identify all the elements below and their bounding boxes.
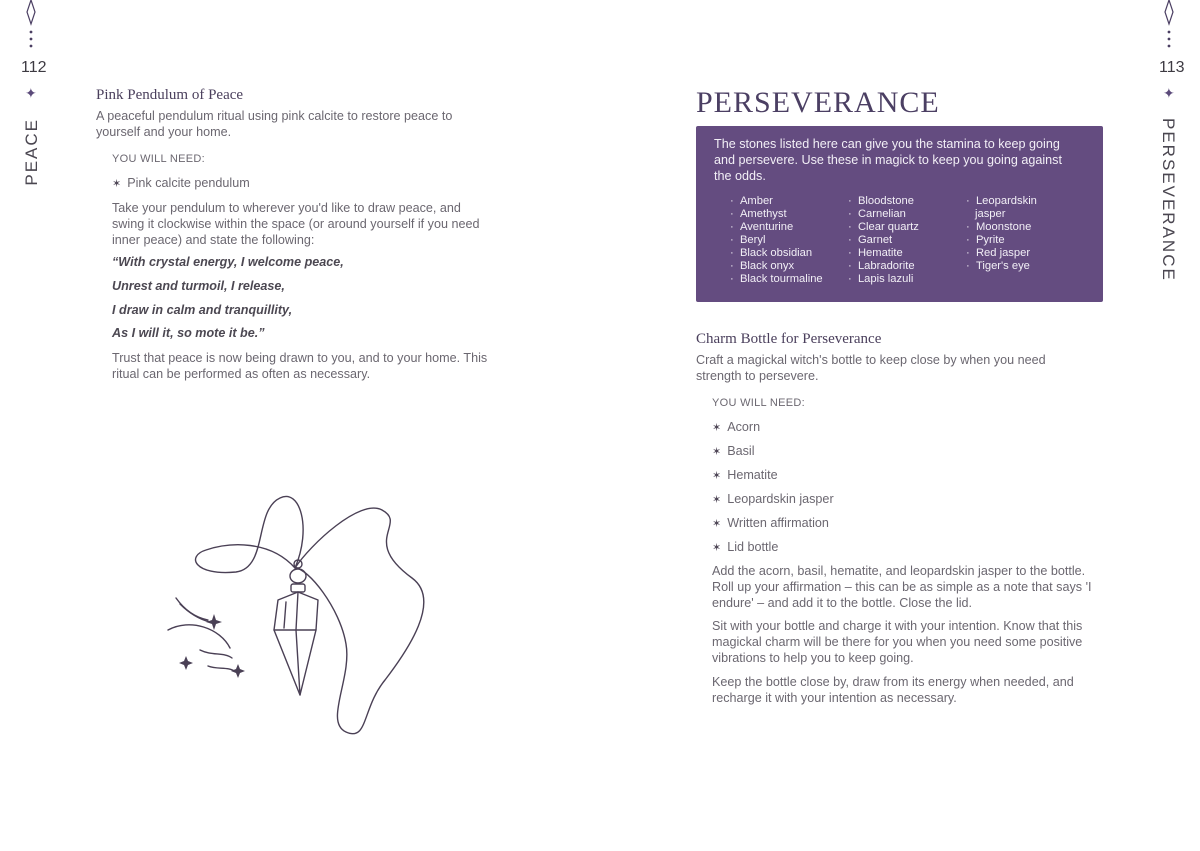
closing-line: ritual can be performed as often as necessary. xyxy=(112,367,371,381)
list-item-label: Acorn xyxy=(727,420,761,434)
list-item: · Leopardskin xyxy=(966,195,1037,207)
list-item: · Black obsidian xyxy=(730,247,813,259)
list-item xyxy=(712,468,778,482)
stones-column-3 xyxy=(966,195,1037,273)
bullet-star-icon: ✶ xyxy=(712,542,722,554)
paragraph-line: Add the acorn, basil, hematite, and leopardskin jasper to the bottle. xyxy=(712,564,1086,578)
list-item: · Labradorite xyxy=(848,260,915,272)
list-item xyxy=(712,540,778,554)
recipe-title-pink-pendulum: Pink Pendulum of Peace xyxy=(96,87,244,103)
bullet-star-icon: ✶ xyxy=(112,178,122,190)
list-item xyxy=(112,176,250,190)
pendulum-illustration xyxy=(150,480,430,750)
charm-bottle-intro xyxy=(696,352,1116,384)
charm-bottle-paragraph-2 xyxy=(712,618,1122,666)
list-item xyxy=(712,420,760,434)
stones-column-2 xyxy=(848,195,919,286)
paragraph-line: Roll up your affirmation – this can be as simple as a note that says 'I xyxy=(712,580,1092,594)
paragraph-line: magickal charm will be there for you when you need some positive xyxy=(712,635,1083,649)
stones-column-1 xyxy=(730,195,823,286)
list-item: · Amethyst xyxy=(730,208,787,220)
list-item: · Pyrite xyxy=(966,234,1005,246)
box-intro-line: and persevere. Use these in magick to keep you going against xyxy=(714,153,1062,167)
list-item: · Garnet xyxy=(848,234,893,246)
paragraph-line: Keep the bottle close by, draw from its energy when needed, and xyxy=(712,675,1074,689)
list-item: · Black tourmaline xyxy=(730,273,823,285)
you-will-need-label: YOU WILL NEED: xyxy=(112,153,206,165)
paragraph-line: Sit with your bottle and charge it with your intention. Know that this xyxy=(712,619,1083,633)
list-item: · Beryl xyxy=(730,234,766,246)
page-number-left: 112 xyxy=(21,59,47,76)
list-item-label: Basil xyxy=(727,444,755,458)
page-title-perseverance: PERSEVERANCE xyxy=(696,86,940,119)
box-intro-line: The stones listed here can give you the stamina to keep going xyxy=(714,137,1060,151)
chant-line: Unrest and turmoil, I release, xyxy=(112,279,285,293)
list-item: · Hematite xyxy=(848,247,903,259)
ornament-icon-right xyxy=(1159,0,1179,52)
list-item: · Moonstone xyxy=(966,221,1032,233)
paragraph-line: endure' – and add it to the bottle. Close the lid. xyxy=(712,596,973,610)
list-item-label: Leopardskin jasper xyxy=(727,492,834,506)
stones-box xyxy=(696,126,1103,302)
list-item: · Black onyx xyxy=(730,260,795,272)
stones-box-intro xyxy=(714,136,1086,184)
you-will-need-label: YOU WILL NEED: xyxy=(712,397,806,409)
chant-line: As I will it, so mote it be.” xyxy=(112,326,265,340)
list-item: · Red jasper xyxy=(966,247,1031,259)
chant-line: “With crystal energy, I welcome peace, xyxy=(112,255,344,269)
side-label-perseverance: PERSEVERANCE xyxy=(1159,118,1178,282)
list-item-label: Lid bottle xyxy=(727,540,779,554)
intro-line: strength to persevere. xyxy=(696,369,819,383)
box-intro-line: the odds. xyxy=(714,169,766,183)
list-item: · Tiger's eye xyxy=(966,260,1030,272)
paragraph-line: vibrations to help you to keep going. xyxy=(712,651,914,665)
instructions-line: inner peace) and state the following: xyxy=(112,233,315,247)
list-item: · Clear quartz xyxy=(848,221,919,233)
intro-line: yourself and your home. xyxy=(96,125,232,139)
chant-line: I draw in calm and tranquillity, xyxy=(112,303,293,317)
intro-line: A peaceful pendulum ritual using pink calcite to restore peace to xyxy=(96,109,453,123)
bullet-star-icon: ✶ xyxy=(712,446,722,458)
charm-bottle-paragraph-1 xyxy=(712,563,1122,611)
side-label-peace: PEACE xyxy=(22,118,41,186)
instructions-paragraph xyxy=(112,200,512,248)
list-item-label: Written affirmation xyxy=(727,516,829,530)
bullet-star-icon: ✶ xyxy=(712,494,722,506)
bullet-star-icon: ✶ xyxy=(712,470,722,482)
list-item xyxy=(712,444,755,458)
star-icon-left: ✦ xyxy=(25,85,37,101)
instructions-line: Take your pendulum to wherever you'd like to draw peace, and xyxy=(112,201,461,215)
recipe-intro xyxy=(96,108,516,140)
closing-paragraph xyxy=(112,350,522,382)
closing-line: Trust that peace is now being drawn to you, and to your home. This xyxy=(112,351,488,365)
star-icon-right: ✦ xyxy=(1163,85,1175,101)
paragraph-line: recharge it with your intention as necessary. xyxy=(712,691,957,705)
ornament-icon-left xyxy=(21,0,41,52)
charm-bottle-paragraph-3 xyxy=(712,674,1122,706)
bullet-star-icon: ✶ xyxy=(712,518,722,530)
list-item: · Carnelian xyxy=(848,208,906,220)
recipe-title-charm-bottle: Charm Bottle for Perseverance xyxy=(696,331,882,347)
list-item xyxy=(712,492,834,506)
list-item: · Amber xyxy=(730,195,773,207)
page-number-right: 113 xyxy=(1159,59,1185,76)
list-item xyxy=(712,516,829,530)
list-item: · Bloodstone xyxy=(848,195,914,207)
list-item-label: Pink calcite pendulum xyxy=(127,176,250,190)
list-item: jasper xyxy=(975,208,1006,220)
list-item: · Aventurine xyxy=(730,221,794,233)
list-item: · Lapis lazuli xyxy=(848,273,914,285)
instructions-line: swing it clockwise within the space (or around yourself if you need xyxy=(112,217,480,231)
intro-line: Craft a magickal witch's bottle to keep close by when you need xyxy=(696,353,1046,367)
bullet-star-icon: ✶ xyxy=(712,422,722,434)
list-item-label: Hematite xyxy=(727,468,778,482)
